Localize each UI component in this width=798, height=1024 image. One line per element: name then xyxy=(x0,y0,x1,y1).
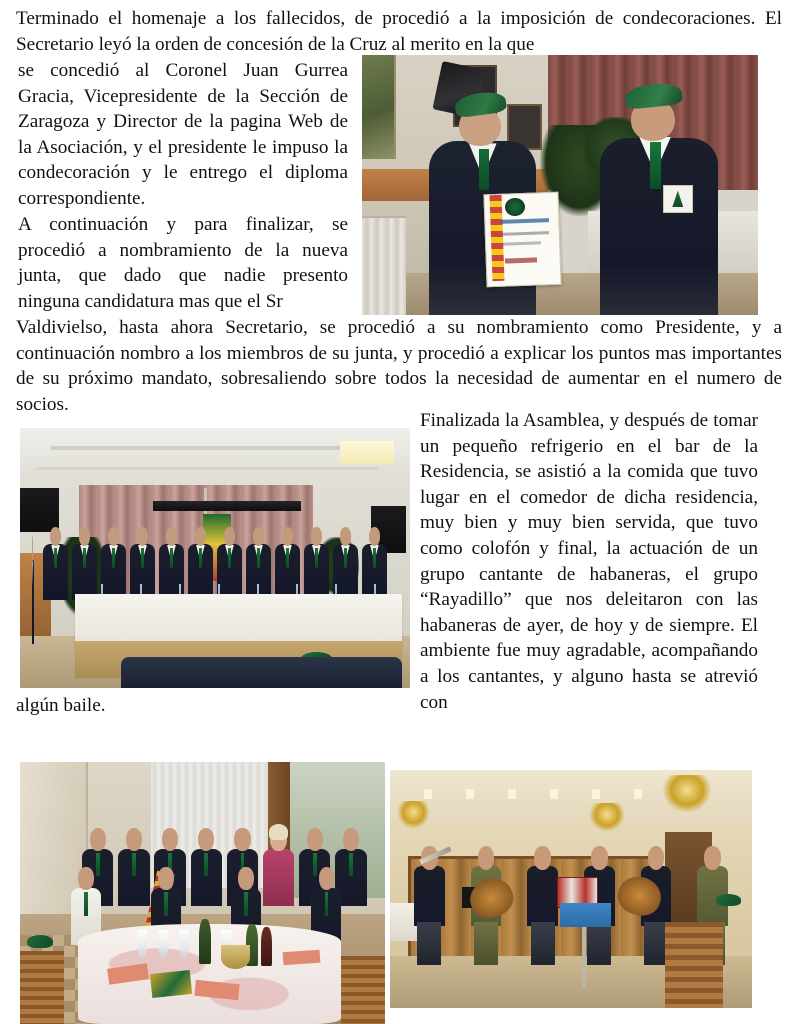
singer-head xyxy=(591,846,608,870)
singer xyxy=(525,846,560,965)
radiator xyxy=(362,216,406,315)
person-head xyxy=(198,828,214,852)
ceiling-spotlights xyxy=(390,789,643,799)
paragraph-full-width-1-text: Valdivielso, hasta ahora Secretario, se procedió a su nombramiento como Presidente, y a continuación nombro a los miembros de su junta, y procedió a explicar los puntos mas importantes de su próximo mandato, sobresaliendo sobre todos la necesidad de aumentar en el numero de socios. xyxy=(16,317,782,415)
person-head xyxy=(307,828,323,852)
glass xyxy=(137,930,147,959)
person-head xyxy=(32,535,33,563)
person-head xyxy=(166,527,178,546)
singer-legs xyxy=(474,922,498,965)
singer-legs xyxy=(587,922,611,965)
person-head xyxy=(224,527,236,546)
person-tie xyxy=(286,548,289,568)
paragraph-left-column-1-text: se concedió al Coronel Juan Gurrea Gracia, Vicepresidente de la Sección de Zaragoza y Director de la pagina Web de la Asociación, y el presidente le impuso la condecoración y le entrego el diploma correspondiente. xyxy=(18,60,348,209)
wooden-chair xyxy=(20,951,64,1024)
photo-new-board-table xyxy=(20,428,410,688)
paragraph-right-column-1 xyxy=(420,408,758,715)
singers-scene xyxy=(390,770,752,1008)
person-tie xyxy=(54,548,57,568)
person-head xyxy=(253,527,265,546)
paragraph-left-column-1 xyxy=(18,58,348,212)
music-stand-leg xyxy=(582,927,586,989)
person-head xyxy=(126,828,142,852)
wine-bottle xyxy=(261,927,272,966)
awardee-tie xyxy=(479,149,489,191)
wine-bottle xyxy=(199,919,211,964)
person-head xyxy=(319,867,334,891)
singer-legs xyxy=(531,922,555,965)
glass xyxy=(158,930,168,959)
wine-glasses xyxy=(137,930,232,959)
paragraph-tail-text: algún baile. xyxy=(16,695,106,716)
green-beret-icon xyxy=(27,935,53,948)
ceiling-trim xyxy=(51,446,363,450)
president-tie xyxy=(650,142,661,189)
person-head xyxy=(238,867,253,891)
wooden-chair xyxy=(665,922,723,1008)
person-head xyxy=(137,527,149,546)
person xyxy=(32,535,34,644)
ceiling-trim xyxy=(36,467,379,470)
projection-screen-housing xyxy=(153,501,301,511)
person-head xyxy=(78,867,93,891)
person-tie xyxy=(228,548,231,568)
chandelier xyxy=(397,801,430,830)
singer xyxy=(412,846,447,965)
singer-head xyxy=(704,846,721,870)
wall-painting xyxy=(362,55,396,159)
person-tie xyxy=(373,548,376,568)
person-head xyxy=(311,527,323,546)
banquet-scene xyxy=(20,762,385,1024)
board-scene xyxy=(20,428,410,688)
singer-head xyxy=(648,846,665,870)
singer-head xyxy=(534,846,551,870)
diploma-ribbon xyxy=(489,195,504,281)
person-head xyxy=(282,527,294,546)
singer-head xyxy=(478,846,495,870)
person-tie xyxy=(170,548,173,568)
person-tie xyxy=(315,548,318,568)
ceremony-scene xyxy=(362,55,758,315)
paragraph-right-column-1-text: Finalizada la Asamblea, y después de tomar un pequeño refrigerio en el bar de la Residencia, se asistió a la comida que tuvo lugar en el comedor de dicha residencia, muy bien y muy bien servida, que tuvo como colofón y final, la actuación de un grupo cantante de habaneras, el grupo “Rayadillo” que nos deleitaron con las habaneras de ayer, de hoy y de siempre. El ambiente fue muy agradable, acompañando a los cantantes, y alguno hasta se atrevió con xyxy=(420,410,758,713)
person-tie xyxy=(164,892,168,916)
person-tie xyxy=(112,548,115,568)
person-tie xyxy=(83,548,86,568)
person-tie xyxy=(199,548,202,568)
ceiling-light xyxy=(340,441,395,464)
person-tie xyxy=(84,892,88,916)
person-head xyxy=(90,828,106,852)
photo-habanera-group-rayadillo xyxy=(390,770,752,1008)
person-head xyxy=(234,828,250,852)
glass xyxy=(179,930,189,959)
paragraph-left-column-2 xyxy=(18,212,348,314)
bags-on-floor xyxy=(121,657,402,688)
person-head xyxy=(195,527,207,546)
green-beret-icon xyxy=(716,894,741,906)
person-head xyxy=(162,828,178,852)
loudspeaker xyxy=(20,488,59,532)
person-head xyxy=(369,527,381,546)
person-tie xyxy=(344,548,347,568)
music-stand-blue xyxy=(560,903,611,927)
person-tie xyxy=(244,892,248,916)
person xyxy=(43,527,67,600)
singer-legs xyxy=(417,922,441,965)
wooden-chair xyxy=(341,956,385,1024)
person-hair xyxy=(269,824,288,840)
photo-banquet-table xyxy=(20,762,385,1024)
person-tie xyxy=(325,892,329,916)
paragraph-intro xyxy=(16,6,782,57)
person-head xyxy=(79,527,91,546)
person-head xyxy=(343,828,359,852)
paragraph-intro-text: Terminado el homenaje a los fallecidos, de procedió a la imposición de condecoraciones. El Secretario leyó la orden de concesión de la Cruz al merito en la que xyxy=(16,8,782,55)
commemorative-plaque xyxy=(150,970,192,998)
napkin xyxy=(282,949,319,965)
singer-torso xyxy=(414,866,445,926)
trophy-cup xyxy=(221,945,250,969)
person-head xyxy=(340,527,352,546)
association-crest-patch xyxy=(663,185,693,213)
chandelier xyxy=(589,803,625,832)
diploma-seal xyxy=(504,198,524,217)
singer-torso xyxy=(527,866,558,926)
paragraph-full-width-1 xyxy=(16,315,782,417)
person-tie xyxy=(141,548,144,568)
person-tie xyxy=(257,548,260,568)
person-head xyxy=(158,867,173,891)
paragraph-left-column-2-text: A continuación y para finalizar, se procedió a nombramiento de la nueva junta, que dado que nadie presento ninguna candidatura mas que el Sr xyxy=(18,214,348,312)
person-head xyxy=(108,527,120,546)
paragraph-tail xyxy=(16,693,782,719)
person-head xyxy=(50,527,62,546)
chandelier xyxy=(662,775,713,813)
diploma-signature xyxy=(504,257,536,263)
photo-decoration-ceremony xyxy=(362,55,758,315)
person-tie xyxy=(349,853,353,877)
